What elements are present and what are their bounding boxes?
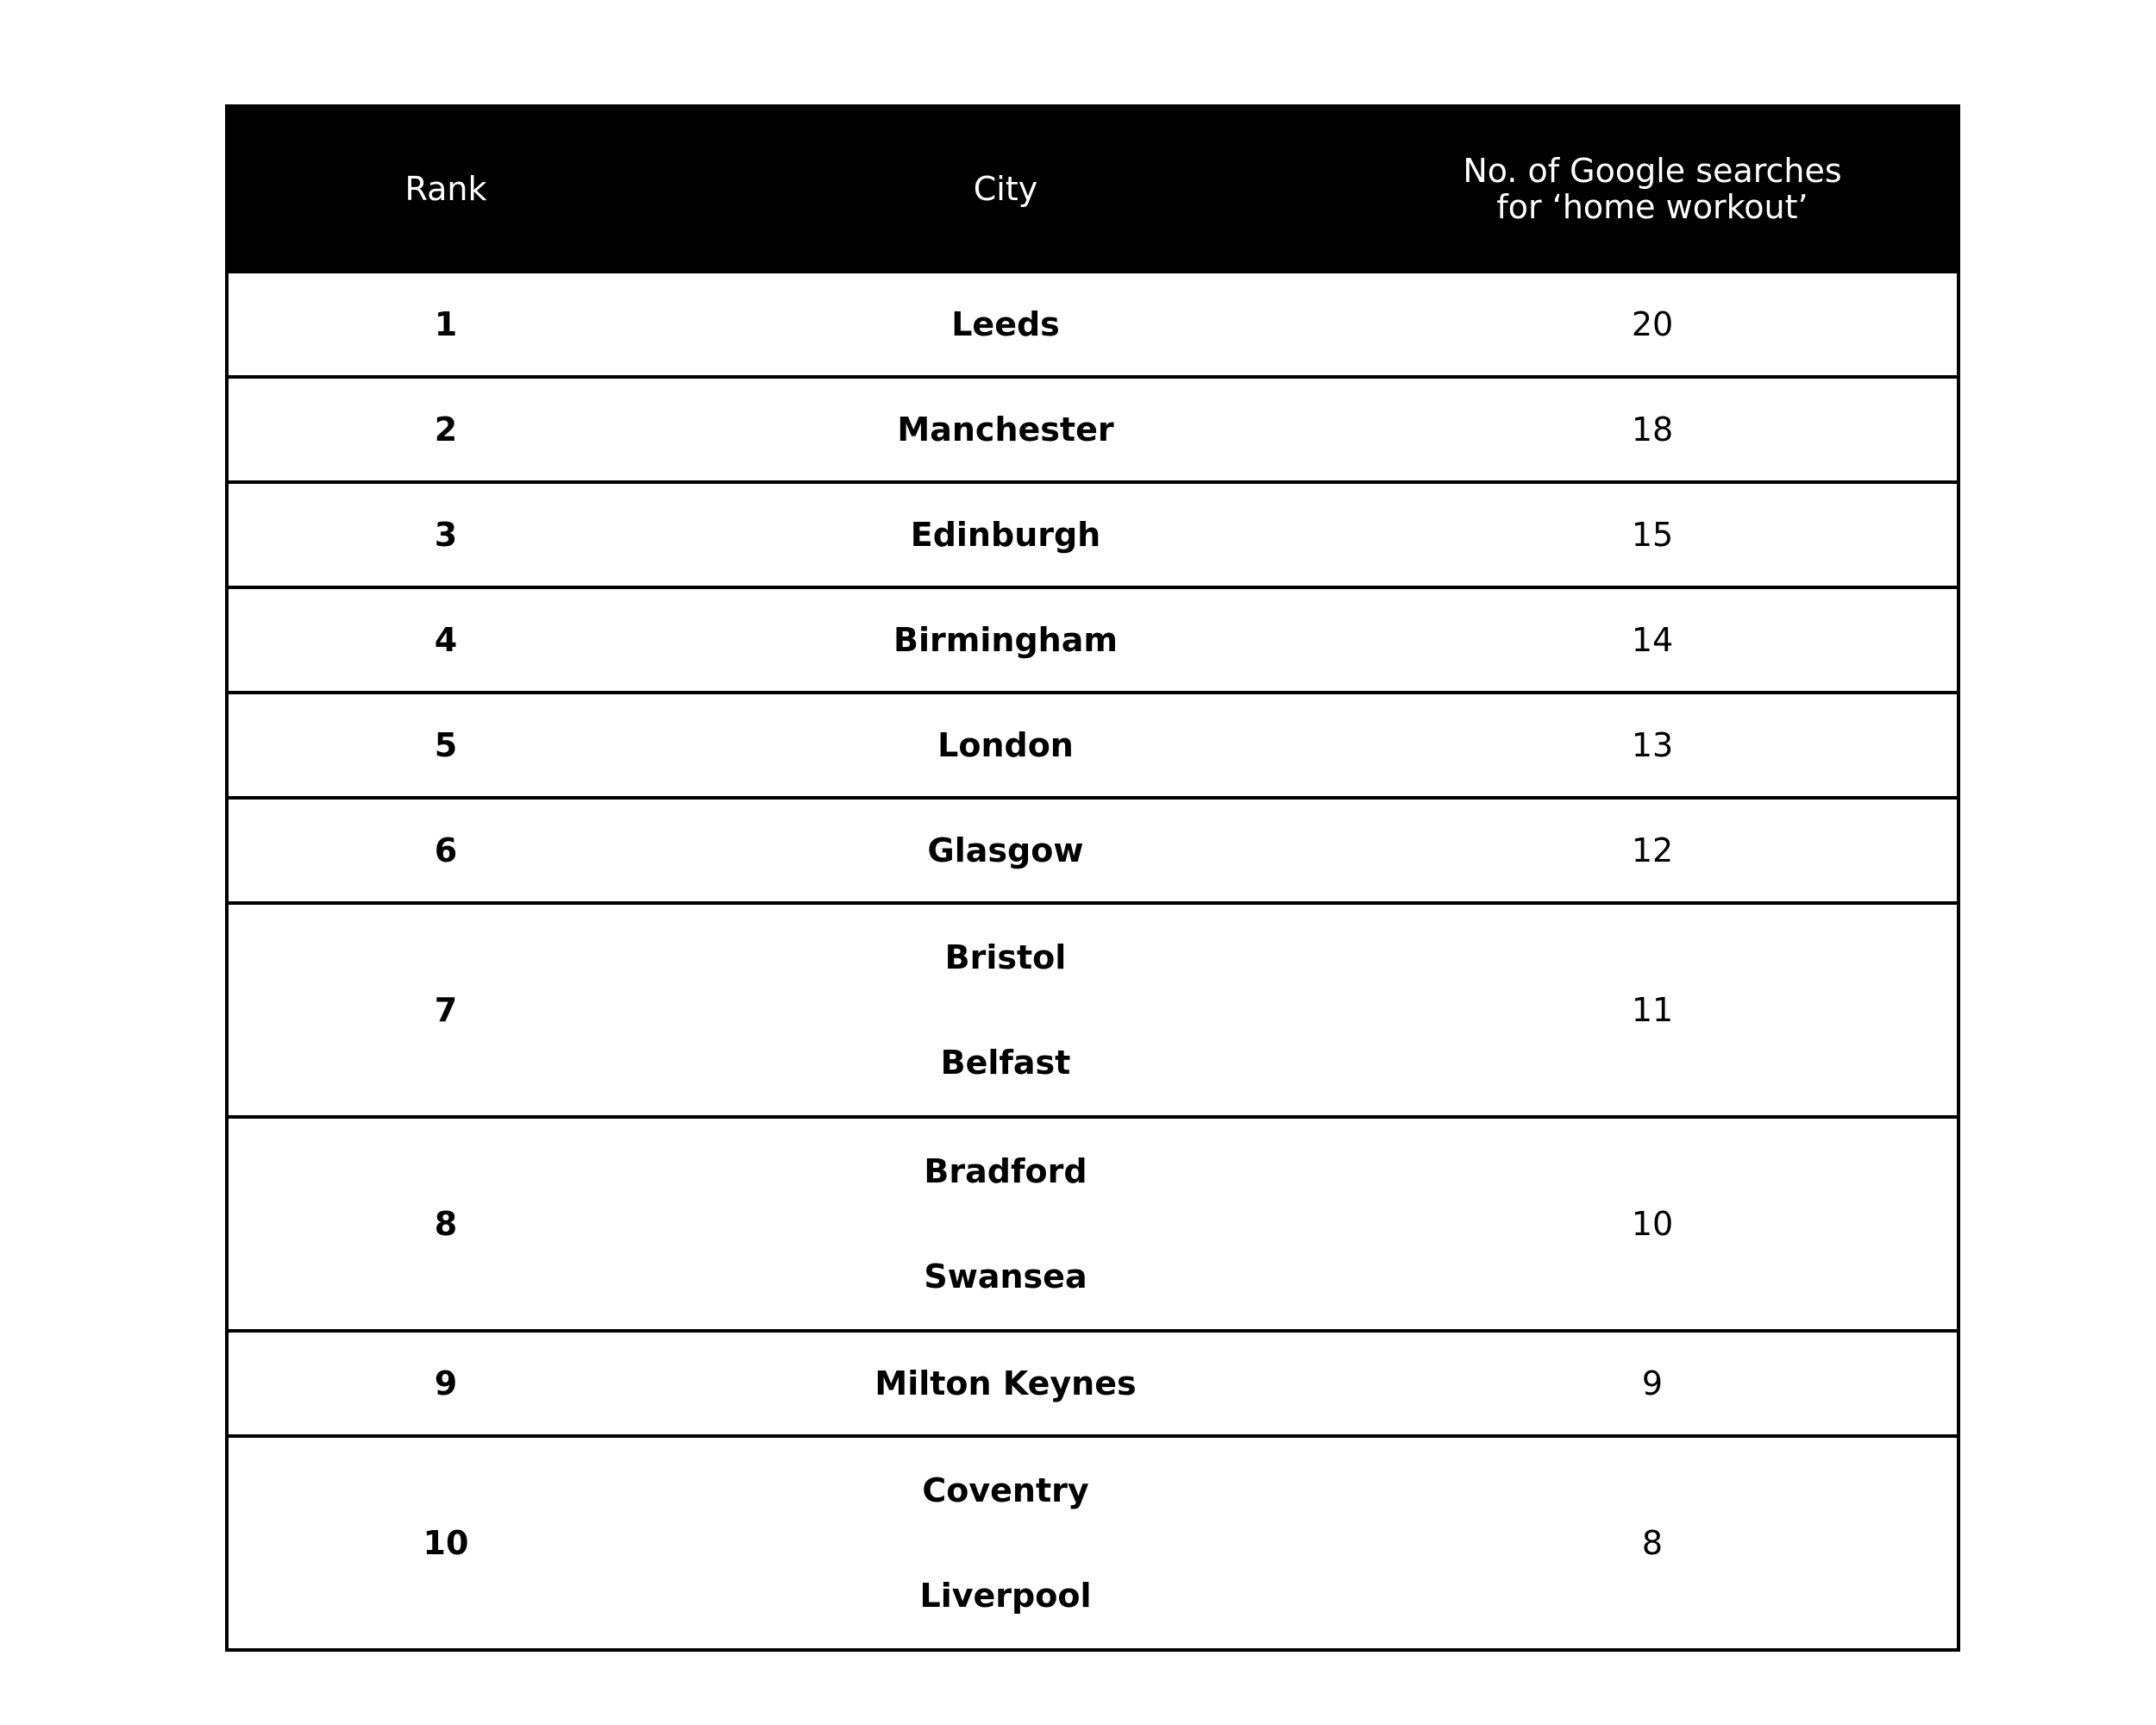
city-cell [663, 798, 1348, 903]
table-row [227, 272, 1959, 377]
header-row [227, 106, 1959, 272]
table-row [227, 377, 1959, 482]
table-row [227, 587, 1959, 693]
table-row [227, 693, 1959, 798]
city-name: Belfast [940, 1044, 1071, 1082]
header-city [663, 106, 1348, 272]
city-cell [663, 1331, 1348, 1436]
rank-cell: 4 [434, 621, 458, 659]
city-name: Glasgow [927, 831, 1084, 869]
rank-cell: 5 [434, 726, 458, 764]
searches-cell: 15 [1631, 516, 1674, 554]
header-searches [1348, 106, 1959, 272]
rank-cell: 3 [434, 516, 458, 554]
city-name: Liverpool [919, 1577, 1092, 1615]
city-cell [663, 587, 1348, 693]
rank-cell: 1 [434, 305, 458, 343]
table-row [227, 1436, 1959, 1650]
city-name: Leeds [951, 305, 1060, 343]
city-name: Swansea [924, 1258, 1087, 1295]
rank-cell: 10 [423, 1524, 469, 1562]
table-body [227, 272, 1959, 1650]
city-name: Manchester [897, 411, 1114, 448]
searches-cell: 11 [1631, 991, 1674, 1029]
header-searches-label-line1: No. of Google searches [1463, 152, 1842, 190]
searches-cell: 14 [1631, 621, 1674, 659]
table-row [227, 798, 1959, 903]
city-name: Edinburgh [910, 516, 1101, 554]
rank-cell: 8 [434, 1205, 458, 1243]
city-name: Bristol [944, 938, 1067, 976]
searches-cell: 12 [1631, 831, 1674, 869]
rank-cell: 7 [434, 991, 458, 1029]
city-cell [663, 903, 1348, 1117]
searches-cell: 10 [1631, 1205, 1674, 1243]
searches-cell: 8 [1641, 1524, 1664, 1562]
rank-cell: 9 [434, 1364, 458, 1402]
city-cell [663, 1117, 1348, 1331]
city-name: Coventry [922, 1471, 1089, 1509]
city-name: Bradford [924, 1152, 1087, 1190]
city-cell [663, 1436, 1348, 1650]
header-city-label: City [973, 170, 1038, 208]
city-cell [663, 377, 1348, 482]
ranking-table [225, 104, 1960, 1652]
city-name: Milton Keynes [874, 1364, 1137, 1402]
searches-cell: 9 [1641, 1364, 1664, 1402]
header-rank [227, 106, 663, 272]
searches-cell: 20 [1631, 305, 1674, 343]
city-name: London [937, 726, 1074, 764]
table-row [227, 482, 1959, 587]
table-row [227, 1331, 1959, 1436]
city-cell [663, 693, 1348, 798]
table-row [227, 903, 1959, 1117]
city-name: Birmingham [893, 621, 1118, 659]
city-cell [663, 482, 1348, 587]
header-searches-label-line2: for ‘home workout’ [1496, 188, 1808, 226]
table-row [227, 1117, 1959, 1331]
city-cell [663, 272, 1348, 377]
searches-cell: 13 [1631, 726, 1674, 764]
rank-cell: 2 [434, 411, 458, 448]
rank-cell: 6 [434, 831, 458, 869]
searches-cell: 18 [1631, 411, 1674, 448]
header-rank-label: Rank [404, 170, 487, 208]
table-header [227, 106, 1959, 272]
